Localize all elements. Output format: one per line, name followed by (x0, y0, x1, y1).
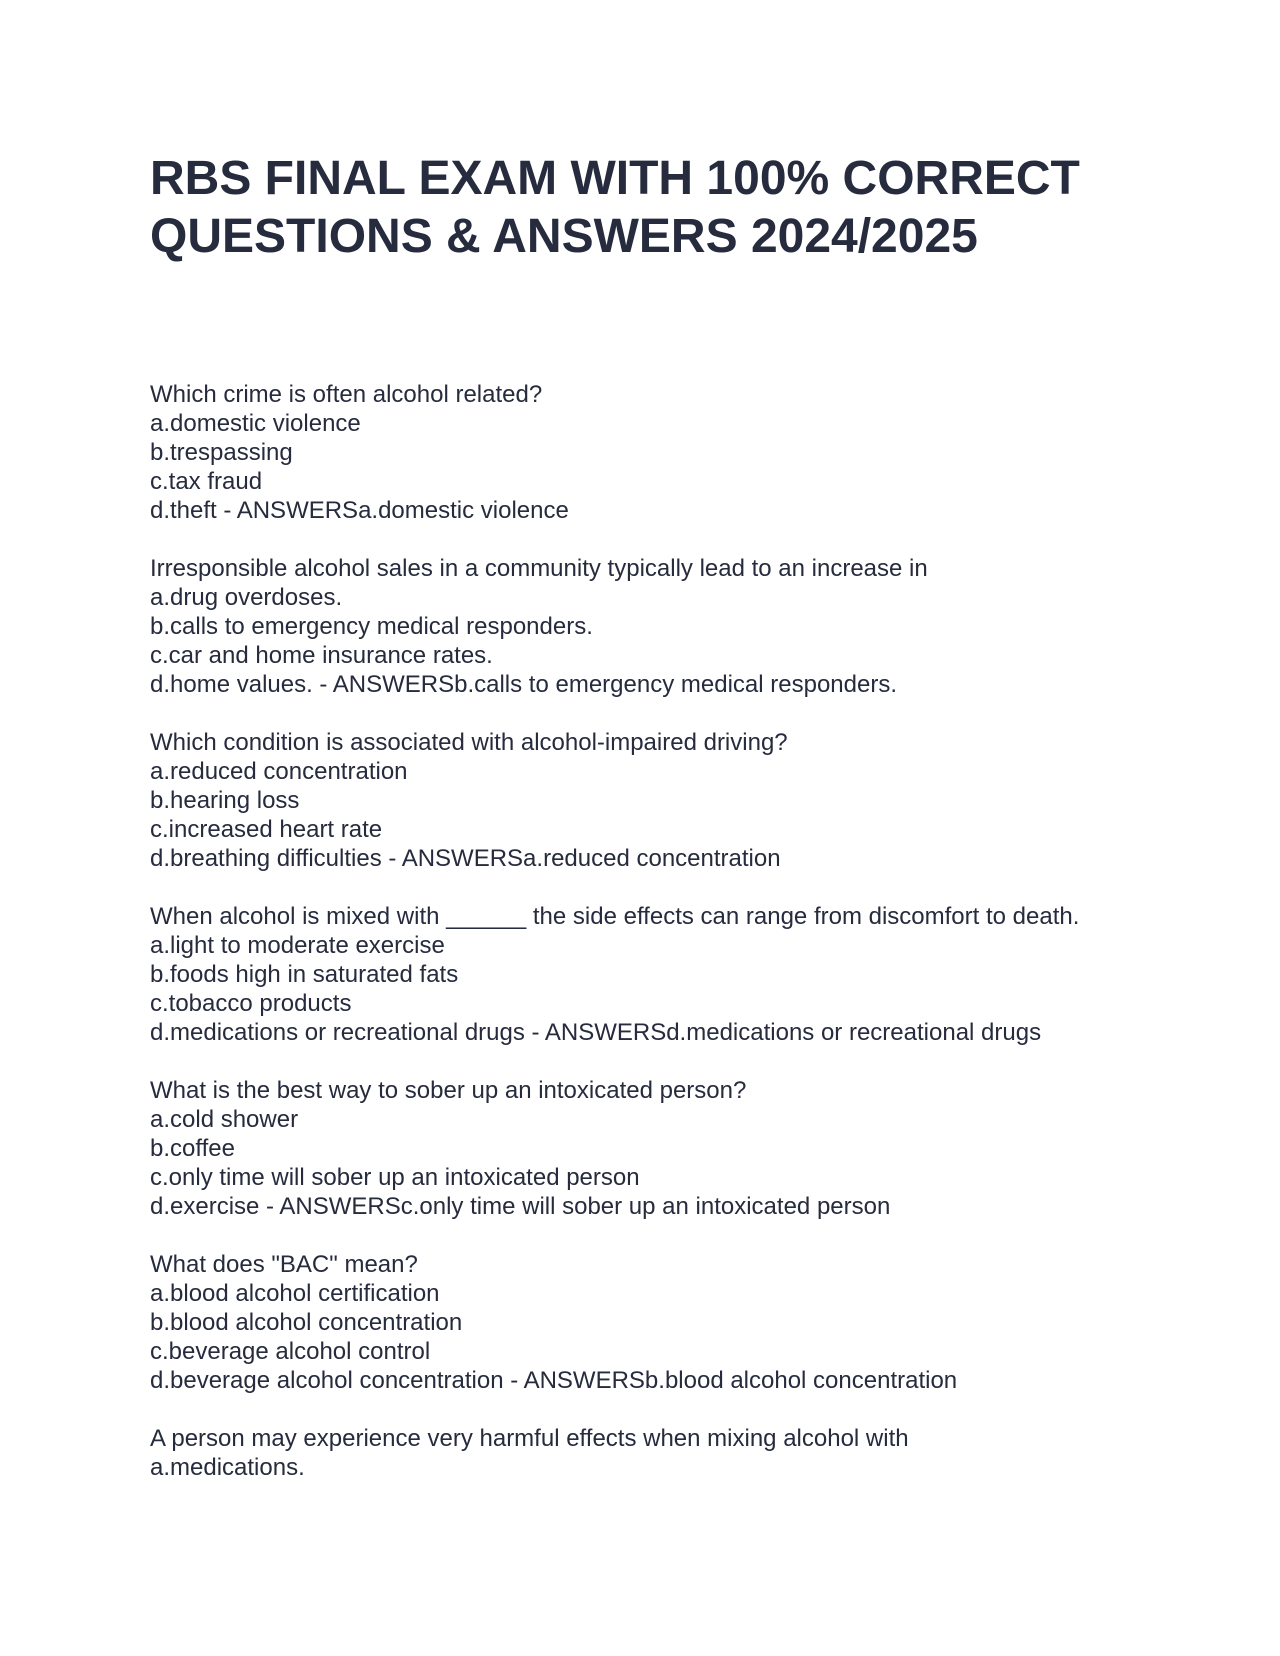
question-text: Irresponsible alcohol sales in a community typically lead to an increase in (150, 555, 928, 582)
question-text: Which condition is associated with alcohol-impaired driving? (150, 729, 788, 756)
answer-option: a.medications. (150, 1454, 305, 1481)
answer-option: b.hearing loss (150, 787, 300, 814)
answer-option: c.car and home insurance rates. (150, 642, 493, 669)
answer-option: a.drug overdoses. (150, 584, 343, 611)
question-text: A person may experience very harmful effects when mixing alcohol with (150, 1425, 909, 1452)
answer-option: b.trespassing (150, 439, 293, 466)
question-text: What is the best way to sober up an intoxicated person? (150, 1077, 747, 1104)
answer-option-with-answer: d.theft - ANSWERSa.domestic violence (150, 497, 569, 524)
question-block (150, 728, 1210, 873)
title-line: RBS FINAL EXAM WITH 100% CORRECT (150, 152, 1080, 205)
question-block (150, 554, 1210, 699)
question-block (150, 1424, 1210, 1482)
answer-option: a.reduced concentration (150, 758, 408, 785)
question-block (150, 380, 1210, 525)
question-list (150, 380, 1210, 1511)
answer-option: b.calls to emergency medical responders. (150, 613, 593, 640)
answer-option-with-answer: d.breathing difficulties - ANSWERSa.reduced concentration (150, 845, 781, 872)
answer-option: a.light to moderate exercise (150, 932, 445, 959)
answer-option: c.increased heart rate (150, 816, 383, 843)
question-text: When alcohol is mixed with ______ the side effects can range from discomfort to death. (150, 903, 1080, 930)
answer-option: c.only time will sober up an intoxicated person (150, 1164, 640, 1191)
title-line: QUESTIONS & ANSWERS 2024/2025 (150, 210, 978, 263)
answer-option: b.foods high in saturated fats (150, 961, 459, 988)
answer-option: c.tax fraud (150, 468, 263, 495)
question-text: Which crime is often alcohol related? (150, 381, 543, 408)
answer-option-with-answer: d.beverage alcohol concentration - ANSWERSb.blood alcohol concentration (150, 1367, 958, 1394)
answer-option: a.cold shower (150, 1106, 299, 1133)
question-text: What does "BAC" mean? (150, 1251, 418, 1278)
answer-option: c.tobacco products (150, 990, 352, 1017)
answer-option-with-answer: d.medications or recreational drugs - ANSWERSd.medications or recreational drugs (150, 1019, 1042, 1046)
answer-option-with-answer: d.home values. - ANSWERSb.calls to emergency medical responders. (150, 671, 897, 698)
answer-option: b.coffee (150, 1135, 235, 1162)
document-title (150, 150, 1150, 266)
answer-option-with-answer: d.exercise - ANSWERSc.only time will sober up an intoxicated person (150, 1193, 891, 1220)
answer-option: a.blood alcohol certification (150, 1280, 440, 1307)
answer-option: c.beverage alcohol control (150, 1338, 431, 1365)
question-block (150, 902, 1210, 1047)
question-block (150, 1076, 1210, 1221)
answer-option: a.domestic violence (150, 410, 361, 437)
answer-option: b.blood alcohol concentration (150, 1309, 463, 1336)
question-block (150, 1250, 1210, 1395)
